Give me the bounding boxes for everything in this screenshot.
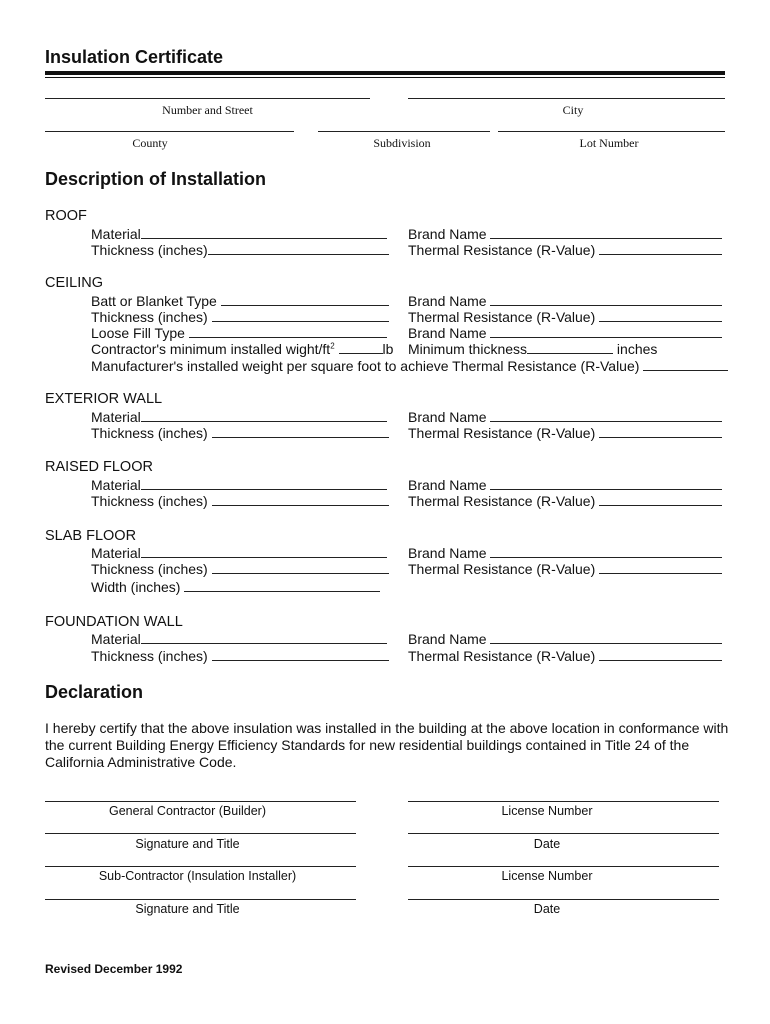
ceiling-brand1-label: Brand Name [408,293,487,309]
ceiling-min-weight-unit: lb [382,341,394,357]
title-rule-thin [45,77,725,78]
roof-thickness-field[interactable] [91,242,389,258]
slab-floor-rvalue-label: Thermal Resistance (R-Value) [408,561,596,577]
exterior-wall-rvalue-field[interactable] [408,425,722,441]
exterior-wall-material-field[interactable] [91,409,387,425]
foundation-wall-rvalue-field[interactable] [408,648,722,664]
number-street-input[interactable] [45,98,370,99]
ceiling-min-weight-sup: 2 [330,341,335,351]
page-title: Insulation Certificate [45,47,224,67]
signature-title-1-label: Signature and Title [135,837,240,851]
date-1-label: Date [533,837,561,851]
license-number-1-input[interactable] [408,801,719,802]
slab-floor-brand-field[interactable] [408,545,722,561]
license-number-1-label: License Number [501,804,593,818]
number-street-label: Number and Street [162,103,253,117]
foundation-wall-rvalue-label: Thermal Resistance (R-Value) [408,648,596,664]
date-2-label: Date [533,902,561,916]
signature-title-2-input[interactable] [45,899,356,900]
raised-floor-thickness-label: Thickness (inches) [91,493,208,509]
description-heading: Description of Installation [45,169,267,189]
raised-floor-thickness-field[interactable] [91,493,389,509]
roof-brand-field[interactable] [408,226,722,242]
ceiling-min-thickness-field[interactable] [408,341,657,357]
exterior-wall-thickness-label: Thickness (inches) [91,425,208,441]
ceiling-batt-field[interactable] [91,293,389,309]
title-rule-thick [45,71,725,75]
exterior-wall-heading: EXTERIOR WALL [45,391,163,407]
ceiling-rvalue-field[interactable] [408,309,722,325]
slab-floor-material-label: Material [91,545,141,561]
roof-brand-label: Brand Name [408,226,487,242]
license-number-2-label: License Number [501,869,593,883]
ceiling-manufacturer-field[interactable] [91,358,728,374]
foundation-wall-material-label: Material [91,631,141,647]
foundation-wall-thickness-label: Thickness (inches) [91,648,208,664]
subdivision-label: Subdivision [373,136,431,150]
roof-material-field[interactable] [91,226,387,242]
exterior-wall-rvalue-label: Thermal Resistance (R-Value) [408,425,596,441]
general-contractor-label: General Contractor (Builder) [108,804,266,818]
ceiling-rvalue-label: Thermal Resistance (R-Value) [408,309,596,325]
ceiling-thickness-field[interactable] [91,309,389,325]
raised-floor-rvalue-label: Thermal Resistance (R-Value) [408,493,596,509]
general-contractor-input[interactable] [45,801,356,802]
ceiling-min-weight-label: Contractor's minimum installed wight/ft [91,341,331,357]
slab-floor-width-label: Width (inches) [91,579,181,595]
lot-number-input[interactable] [498,131,725,132]
sub-contractor-input[interactable] [45,866,356,867]
ceiling-brand2-field[interactable] [408,325,722,341]
signature-title-2-label: Signature and Title [135,902,240,916]
county-input[interactable] [45,131,294,132]
county-label: County [132,136,168,150]
exterior-wall-material-label: Material [91,409,141,425]
roof-material-label: Material [91,226,141,242]
date-1-input[interactable] [408,833,719,834]
slab-floor-brand-label: Brand Name [408,545,487,561]
exterior-wall-brand-label: Brand Name [408,409,487,425]
city-input[interactable] [408,98,725,99]
roof-heading: ROOF [45,208,87,224]
foundation-wall-brand-field[interactable] [408,631,722,647]
slab-floor-rvalue-field[interactable] [408,561,722,577]
ceiling-min-thickness-unit: inches [616,341,658,357]
ceiling-heading: CEILING [45,275,104,291]
roof-rvalue-field[interactable] [408,242,722,258]
slab-floor-material-field[interactable] [91,545,387,561]
ceiling-min-weight-field[interactable] [91,341,393,357]
foundation-wall-thickness-field[interactable] [91,648,389,664]
ceiling-min-thickness-label: Minimum thickness [408,341,528,357]
raised-floor-rvalue-field[interactable] [408,493,722,509]
signature-title-1-input[interactable] [45,833,356,834]
slab-floor-heading: SLAB FLOOR [45,528,137,544]
roof-rvalue-label: Thermal Resistance (R-Value) [408,242,596,258]
sub-contractor-label: Sub-Contractor (Insulation Installer) [98,869,297,883]
revision-note: Revised December 1992 [45,962,183,976]
raised-floor-heading: RAISED FLOOR [45,459,153,475]
raised-floor-brand-field[interactable] [408,477,722,493]
ceiling-brand1-field[interactable] [408,293,722,309]
foundation-wall-heading: FOUNDATION WALL [45,614,183,630]
ceiling-brand2-label: Brand Name [408,325,487,341]
ceiling-loose-field[interactable] [91,325,387,341]
lot-number-label: Lot Number [579,136,639,150]
foundation-wall-material-field[interactable] [91,631,387,647]
raised-floor-brand-label: Brand Name [408,477,487,493]
roof-thickness-label: Thickness (inches) [91,242,208,258]
slab-floor-thickness-field[interactable] [91,561,389,577]
license-number-2-input[interactable] [408,866,719,867]
date-2-input[interactable] [408,899,719,900]
exterior-wall-brand-field[interactable] [408,409,722,425]
declaration-text: I hereby certify that the above insulation was installed in the building at the above location in conformance with the current Building Energy Efficiency Standards for new residential buildings contained in Title 24 of the California Administrative Code. [45,720,729,770]
ceiling-batt-label: Batt or Blanket Type [91,293,217,309]
slab-floor-thickness-label: Thickness (inches) [91,561,208,577]
slab-floor-width-field[interactable] [91,579,380,595]
ceiling-loose-label: Loose Fill Type [91,325,185,341]
subdivision-input[interactable] [318,131,490,132]
raised-floor-material-label: Material [91,477,141,493]
exterior-wall-thickness-field[interactable] [91,425,389,441]
ceiling-manufacturer-label: Manufacturer's installed weight per square foot to achieve Thermal Resistance (R-Value) [91,358,640,374]
raised-floor-material-field[interactable] [91,477,387,493]
foundation-wall-brand-label: Brand Name [408,631,487,647]
declaration-heading: Declaration [45,682,144,702]
ceiling-thickness-label: Thickness (inches) [91,309,208,325]
city-label: City [562,103,584,117]
